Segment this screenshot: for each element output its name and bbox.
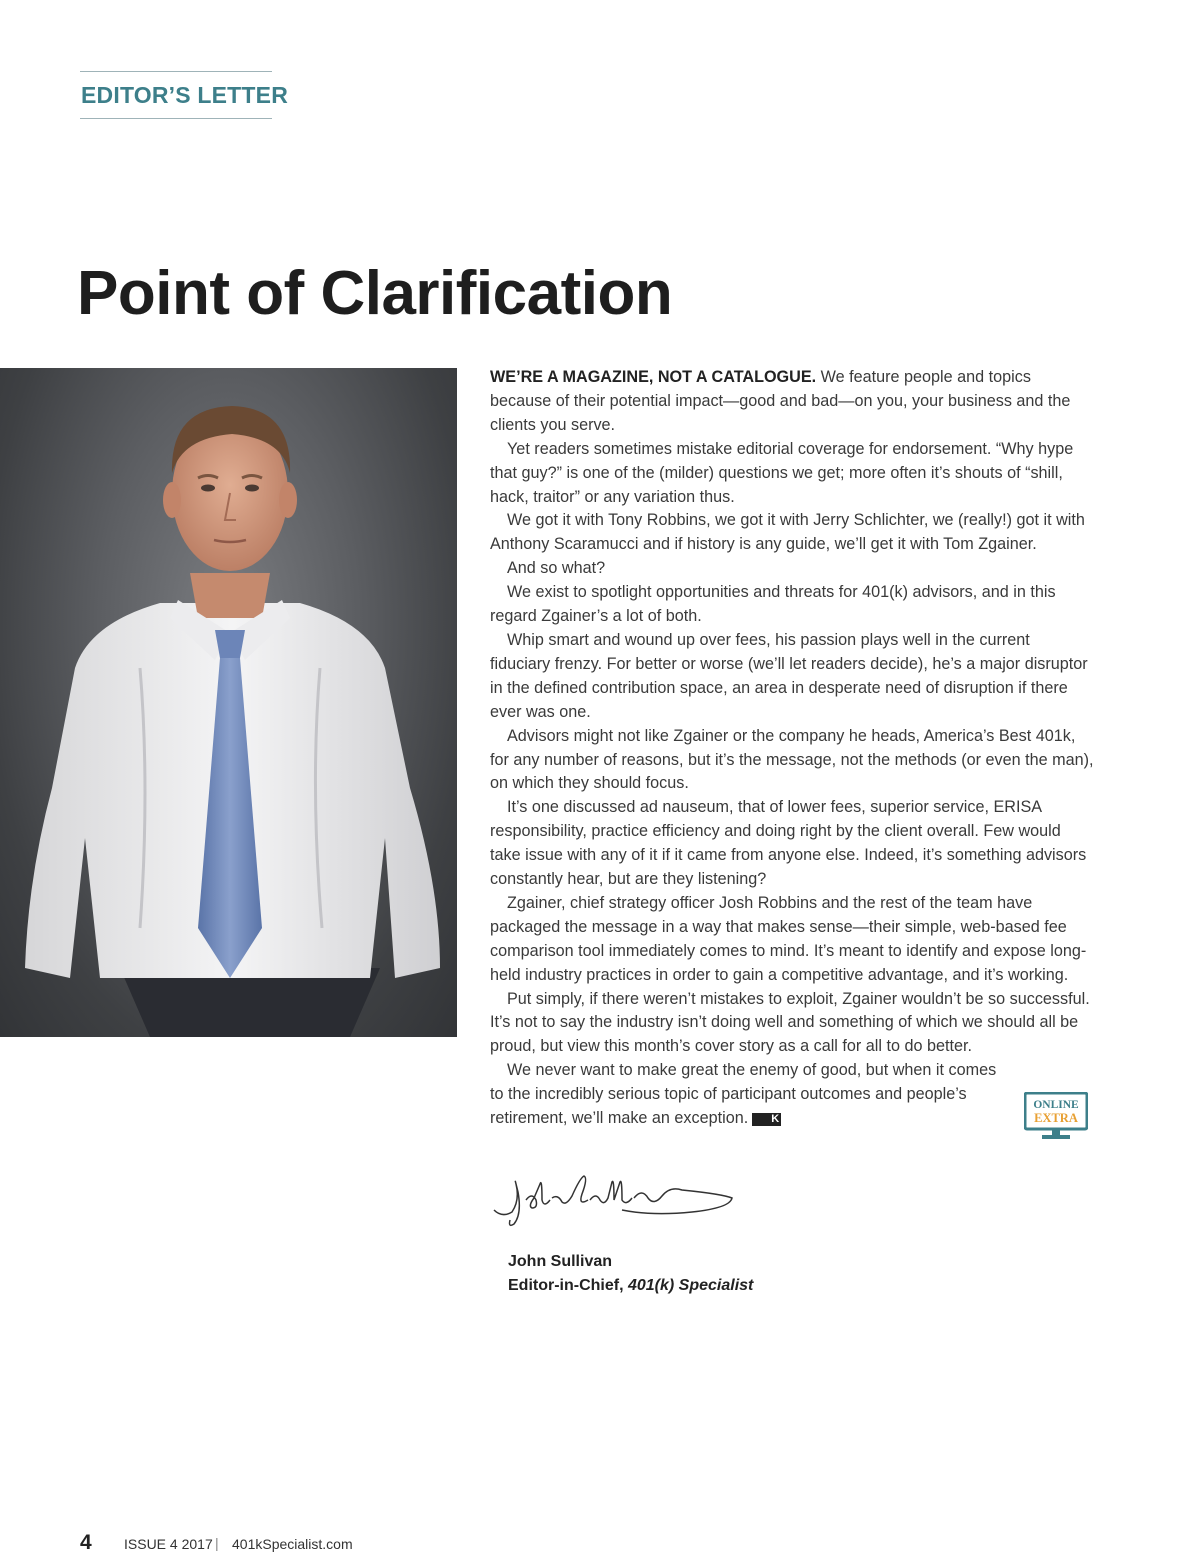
portrait-photo bbox=[0, 368, 457, 1037]
page-title: Point of Clarification bbox=[77, 259, 673, 328]
issue-label: ISSUE 4 2017 bbox=[124, 1536, 213, 1552]
article-paragraph: We exist to spotlight opportunities and threats for 401(k) advisors, and in this regard Zgainer’s a lot of both. bbox=[490, 583, 1056, 626]
article-lead-in: WE’RE A MAGAZINE, NOT A CATALOGUE. bbox=[490, 368, 817, 386]
article-lead-paragraph bbox=[490, 366, 1094, 438]
article-paragraph: And so what? bbox=[507, 559, 606, 578]
signature-name: John Sullivan bbox=[508, 1253, 613, 1270]
article-paragraph: Advisors might not like Zgainer or the company he heads, America’s Best 401k, for any number of reasons, but it’s the message, not the methods (or even the man), on which they should focus. bbox=[490, 726, 1094, 793]
article-paragraph: Yet readers sometimes mistake editorial coverage for endorsement. “Why hype that guy?” is one of the (milder) questions we get; more often it’s shouts of “shill, hack, traitor” or any variation thus. bbox=[490, 439, 1074, 506]
signature-title-prefix: Editor-in-Chief, bbox=[508, 1277, 628, 1294]
online-extra-badge[interactable] bbox=[1024, 1092, 1088, 1142]
article-paragraph: It’s one discussed ad nauseum, that of lower fees, superior service, ERISA responsibility, practice efficiency and doing right by the client overall. Few would take issue with any of it if it came from anyone else. Indeed, it’s something advisors constantly hear, but are they listening? bbox=[490, 798, 1087, 889]
section-label-text: EDITOR’S LETTER bbox=[81, 82, 289, 108]
monitor-icon bbox=[1024, 1092, 1088, 1142]
article-final-text: We never want to make great the enemy of good, but when it comes to the incredibly serious topic of participant outcomes and people’s retirement, we’ll make an exception. bbox=[490, 1061, 997, 1128]
website-link[interactable]: 401kSpecialist.com bbox=[232, 1536, 353, 1552]
article-paragraph: Zgainer, chief strategy officer Josh Robbins and the rest of the team have packaged the message in a way that makes sense—their simple, web-based fee comparison tool immediately comes to mind. It’s meant to identify and expose long-held industry practices in order to gain a competitive advantage, and it’s working. bbox=[490, 893, 1087, 984]
article-paragraph: Put simply, if there weren’t mistakes to exploit, Zgainer wouldn’t be so successful. It’s not to say the industry isn’t doing well and something of which we should all be proud, but view this month’s cover story as a call for all to do better. bbox=[490, 989, 1090, 1056]
signature-publication: 401(k) Specialist bbox=[627, 1277, 754, 1294]
online-extra-line1: ONLINE bbox=[1033, 1099, 1079, 1111]
article-paragraph: Whip smart and wound up over fees, his passion plays well in the current fiduciary frenzy. For better or worse (we’ll let readers decide), he’s a major disruptor in the defined contribution space, an area in desperate need of disruption if there ever was one. bbox=[490, 630, 1088, 721]
page-number: 4 bbox=[80, 1531, 92, 1554]
online-extra-line2: EXTRA bbox=[1034, 1111, 1078, 1125]
article-lead-rest: We feature people and topics because of their potential impact—good and bad—on you, your business and the clients you serve. bbox=[490, 368, 1071, 434]
article-paragraph: We got it with Tony Robbins, we got it with Jerry Schlichter, we (really!) got it with Anthony Scaramucci and if history is any guide, we’ll get it with Tom Zgainer. bbox=[490, 511, 1085, 554]
article-body bbox=[490, 366, 1094, 1131]
signature-title bbox=[508, 1274, 753, 1298]
footer-separator: | bbox=[215, 1535, 219, 1551]
end-mark: K bbox=[752, 1113, 781, 1126]
article-final-paragraph bbox=[490, 1059, 1000, 1131]
signature-image bbox=[492, 1170, 737, 1230]
section-label bbox=[80, 71, 289, 119]
